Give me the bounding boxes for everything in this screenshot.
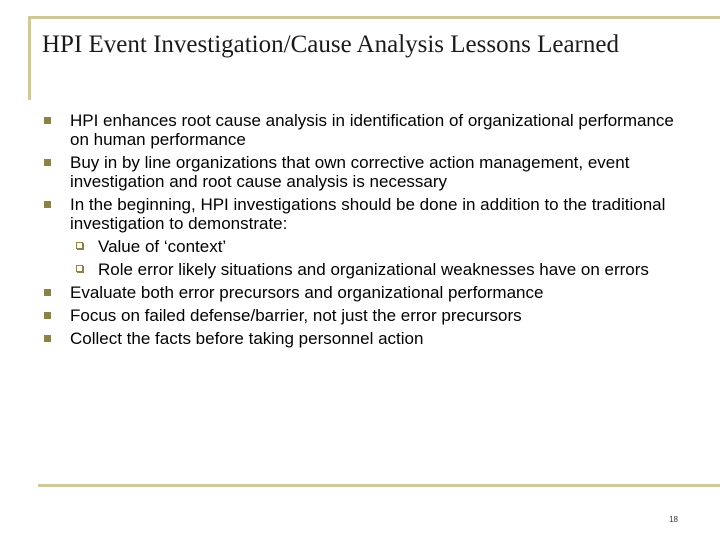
bullet-text: In the beginning, HPI investigations should be done in addition to the traditional investigation to demonstrate: — [70, 195, 666, 233]
list-item — [44, 306, 684, 325]
hollow-square-bullet-icon — [76, 242, 83, 249]
square-bullet-icon — [44, 117, 51, 124]
sub-bullet-text: Role error likely situations and organizational weaknesses have on errors — [98, 260, 649, 279]
square-bullet-icon — [44, 335, 51, 342]
bullet-text: Collect the facts before taking personnel action — [70, 329, 424, 348]
bullet-text: Focus on failed defense/barrier, not just the error precursors — [70, 306, 522, 325]
list-item — [44, 111, 684, 149]
list-item — [44, 329, 684, 348]
bottom-rule — [38, 484, 720, 487]
square-bullet-icon — [44, 159, 51, 166]
bullet-text: HPI enhances root cause analysis in identification of organizational performance on human performance — [70, 111, 674, 149]
bullet-text: Buy in by line organizations that own corrective action management, event investigation and root cause analysis is necessary — [70, 153, 630, 191]
bullet-text: Evaluate both error precursors and organizational performance — [70, 283, 544, 302]
square-bullet-icon — [44, 312, 51, 319]
square-bullet-icon — [44, 201, 51, 208]
square-bullet-icon — [44, 289, 51, 296]
page-number: 18 — [669, 515, 678, 524]
hollow-square-bullet-icon — [76, 265, 83, 272]
slide-title: HPI Event Investigation/Cause Analysis Lessons Learned — [42, 31, 619, 58]
list-item — [44, 153, 684, 191]
left-rule — [28, 16, 31, 100]
list-item — [44, 283, 684, 302]
top-rule — [28, 16, 720, 19]
sub-list-item — [70, 260, 684, 279]
bullet-list — [44, 111, 684, 352]
list-item — [44, 195, 684, 279]
sub-list-item — [70, 237, 684, 256]
sub-bullet-list — [70, 237, 684, 279]
sub-bullet-text: Value of ‘context’ — [98, 237, 227, 256]
